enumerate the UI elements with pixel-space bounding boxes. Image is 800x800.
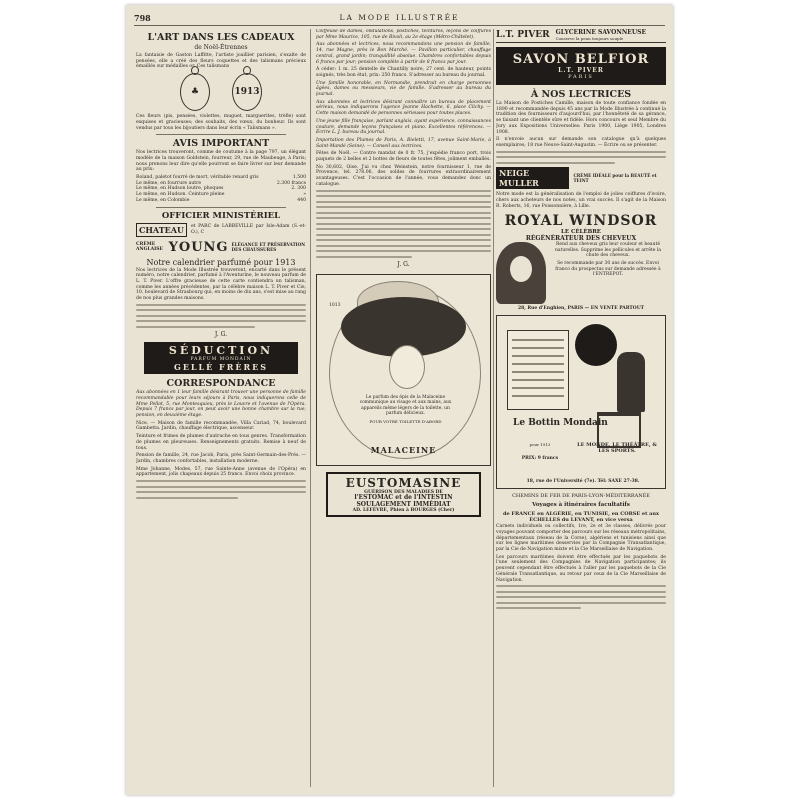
running-head: LA MODE ILLUSTRÉE xyxy=(339,13,460,22)
chateau-label: CHATEAU xyxy=(136,223,187,237)
piver-ad xyxy=(496,29,666,43)
neige-brand: NEIGE MULLER xyxy=(496,167,569,189)
nice-text: Nice. — Maison de famille recommandée, Villa Cariad, 74, boulevard Gambetta. Jardin, chauffage électrique, ascenseur. xyxy=(136,420,306,432)
bottin-topics: LE MONDE, LE THÉÂTRE, & LES SPORTS. xyxy=(577,442,657,455)
famille-notice: Une famille honorable, en Normandie, prendrait en charge personnes âgées, dames ou messieurs, vie de famille. S'adresser au bureau du journal. xyxy=(316,80,491,98)
malaceine-ad xyxy=(316,274,491,466)
art-subtitle: de Noël-Étrennes xyxy=(194,44,248,51)
malaceine-caption-text: Le parfum des épis de la Malaceine communique au visage et aux mains, aux appareils même légers de la toilette, un parfum délicieux. xyxy=(359,395,452,417)
column-right xyxy=(496,29,666,789)
seduction-tagline: PARFUM MONDAIN xyxy=(190,357,252,363)
chateau-ad xyxy=(136,223,306,237)
rail-text: Carnets individuels ou collectifs, 1re, 2e et 3e classes, délivrés pour voyages pouvant comporter des parcours sur les réseaux métropolitains, départementaux (réseau de la Corse), algériens et tunisiens ainsi que sur les lignes maritimes desservies par la Compagnie Transatlantique, par la Cie de Navigation mixte et la Cie Marseillaise de Navigation. xyxy=(496,524,666,553)
malaceine-brand: MALACEINE xyxy=(370,445,437,456)
royal-celebre: LE CÉLÈBRE xyxy=(560,229,601,236)
lectrices-text-lines xyxy=(496,151,666,164)
price-value: 1,500 xyxy=(292,175,306,181)
abonnees-notice: Aux abonnées et lectrices désirant connaître un bureau de placement sérieux, nous indiquerons l'agence Jeanne Hachette, 6, place Clichy. — Cette maison demandé de personnes sérieuses pour toutes places. xyxy=(316,99,491,117)
malaceine-caption xyxy=(353,395,458,424)
royal-brand: ROYAL WINDSOR xyxy=(504,213,658,230)
price-row xyxy=(136,198,306,204)
column-rule-1 xyxy=(310,29,311,787)
medal-1913: 1913 xyxy=(232,73,262,111)
ad-corner-mark: 1013 xyxy=(329,303,341,309)
officier-title: OFFICIER MINISTÉRIEL xyxy=(161,210,281,221)
young-brand: YOUNG xyxy=(168,239,229,255)
column-rule-2 xyxy=(493,29,494,787)
coiffeuse-text: Coiffeuse de dames, ondulations, postiches, teintures, leçons de coiffures par Mme Maurice, 105, rue de Rivoli, au 2e étage (Métro-Châtelet). xyxy=(316,29,491,40)
rail-title: CHEMINS DE FER DE PARIS-LYON-MÉDITERRANÉE xyxy=(512,493,650,500)
price-value: 2.300 francs xyxy=(276,180,306,186)
johanne-text: Mme Johanne, Modes, 57, rue Sainte-Anne (avenue de l'Opéra) en appartement, jolis chapeaux depuis 25 francs. Envoi choix province. xyxy=(136,466,306,478)
page-number: 798 xyxy=(134,13,151,23)
royal-body xyxy=(496,242,666,304)
column-middle xyxy=(316,29,491,789)
oise-notice: No 30,602, Oise. J'ai vu chez Weinstein, notre fournisseur 1, rue de Provence, tel. 278.06, des soldes de fourrures extraordinairement avantageuses. C'est l'occasion de l'année, vous demandez donc un catalogue. xyxy=(316,164,491,187)
gentleman-figure-illustration xyxy=(617,352,645,412)
face-illustration xyxy=(389,345,425,389)
teinture-text: Teinture et frimes de plumes d'autruche en tous genres. Transformation de plumes en pleureuses. Renseignements gratuits. Remise à neuf de tous. xyxy=(136,434,306,451)
art-after: Ces fleurs (pis, pensées, violettes, muguet, marguerites, trèfle) sont exquises et gracieuses; des souhaits, des vœux, du bonheur. Ils sont vendus par tous les bijoutiers dans leur écrin « Talismans ». xyxy=(136,114,306,131)
neige-tagline: CRÈME IDÉALE pour la BEAUTÉ et TEINT xyxy=(573,173,657,184)
neige-body: Notre mode est la généralisation de l'emploi de jolies coiffures d'ivoire, chers aux acheteurs de nos notes, un vrai succès. Il s'agit de la Maison R. Roberts, 16, rue Poissonnière, à Lille. xyxy=(496,192,666,209)
bottin-mondain-ad xyxy=(496,315,666,489)
royal-windsor-ad xyxy=(496,213,666,311)
eustomasine-line2: l'ESTOMAC et de l'INTESTIN xyxy=(354,494,453,502)
belfior-city: PARIS xyxy=(568,74,594,80)
neige-muller-ad xyxy=(496,167,666,189)
pension-notice: Aux abonnées et lectrices, nous recommandons une pension de famille, 14, rue Magne, près le Bon Marché. — Pavillon particulier, chauffage central, grand jardin; tranquillité absolue. Chambres confortables depuis 6 francs par jour; pension complète à partir de 8 francs par jour. xyxy=(316,42,491,65)
bottin-title: Le Bottin Mondain xyxy=(513,418,608,429)
chateau-text: et PARC de LABBEVILLE par Isle-Adam (S.-et-O.), C xyxy=(190,223,306,235)
rail-sub: Voyages à itinéraires facultatifs xyxy=(532,502,630,509)
price-label: Le même, en Hudson. Ceinture pleine xyxy=(136,192,225,198)
avis-price-list xyxy=(136,175,306,204)
young-left: CRÈME ANGLAISE xyxy=(136,242,163,253)
importation-notice: Importation des Plumes de Paris, A. Bieletti, 17, avenue Saint-Marie, à Saint-Mandé (Seine). — Conseil aux lectrices. xyxy=(316,137,491,149)
jeune-fille-notice: Une jeune fille française, parlant anglais, ayant expérience, connaissances couture, demande leçons françaises et piano. Excellentes références. — Écrire L. J. bureau du journal. xyxy=(316,118,491,136)
price-label: Roland, paletot fourré de mort, véritable renard gris xyxy=(136,175,259,181)
art-intro: La fantaisie de Gaston Laffitte, l'artiste joaillier parisien, s'exalte de pensées, elle a créé des fleurs coquettes et des talismans précieux émaillés sur médailles or. Ces talismans xyxy=(136,53,306,70)
ceder-notice: À céder: 1 m. 25 dentelle de Chantilly noire, 27 cent. de hauteur, points soignés, très bon état, prix: 250 francs. S'adresser au bureau du journal. xyxy=(316,67,491,78)
column-left xyxy=(136,29,306,789)
malaceine-sub: POUR VOTRE TOILETTE D'ABORD xyxy=(369,418,442,424)
price-value: 2. 300 xyxy=(291,186,306,192)
royal-product: RÉGÉNÉRATEUR DES CHEVEUX xyxy=(525,235,637,243)
woman-portrait-illustration xyxy=(496,242,546,304)
calendar-text-lines xyxy=(136,304,306,328)
seduction-brand: SÉDUCTION xyxy=(168,344,274,358)
price-label: Le même, en fourrure autre xyxy=(136,180,202,186)
medal-clover: ♣ xyxy=(180,73,210,111)
art-title: L'ART DANS LES CADEAUX xyxy=(147,32,295,43)
col2-text-lines xyxy=(316,190,491,258)
young-ad xyxy=(136,240,306,255)
divider xyxy=(156,134,286,135)
young-right: ÉLÉGANCE ET PRÉSERVATION DES CHAUSSURES xyxy=(231,242,306,253)
lectrices-title: À NOS LECTRICES xyxy=(530,89,632,100)
calendar-sign: J. G. xyxy=(214,331,228,339)
royal-text: Rend aux cheveux gris leur couleur et beauté naturelles. Supprime les pellicules et arrête la chute des cheveux. xyxy=(554,242,662,259)
royal-address: 28, Rue d'Enghien, PARIS — EN VENTE PARTOUT xyxy=(518,306,644,312)
price-label: Le même, en Hudson loutre, phoques xyxy=(136,186,224,192)
fetes-notice: Fêtes de Noël. — Contre mandat de 0 fr. 75, j'expédie franco port, trois paquets de 2 belles et 2 bottes de fleurs de toutes fêtes, joliment emballés. xyxy=(316,151,491,163)
piver-note: Conserve la peau toujours souple xyxy=(555,36,624,41)
lectrices-text-2: Il n'envoie aucun sur demande son catalogue qu'à quelques exemplaires; 18 rue Neuve-Saint-Augustin. — Écrire ou se présenter. xyxy=(496,137,666,148)
rail-text-2: Les parcours maritimes doivent être effectués par les paquebots de l'une seulement des Compagnies de Navigation participantes; ils peuvent cependant être effectués à l'aller par les paquebots de la Cie Générale Transatlantique, au retour par ceux de la Cie Marseillaise de Navigation. xyxy=(496,554,666,583)
seduction-maker: GELLÉ FRÈRES xyxy=(173,362,268,373)
open-book-illustration xyxy=(507,330,569,410)
eustomasine-line1: GUÉRISON DES MALADIES DE xyxy=(364,490,443,496)
bottin-sub: pour 1913 xyxy=(529,442,551,448)
top-hat-illustration xyxy=(575,324,617,366)
piver-product-block xyxy=(556,29,646,41)
eustomasine-brand: EUSTOMASINE xyxy=(345,476,462,491)
rail-text-lines xyxy=(496,585,666,609)
belfior-brand: SAVON BELFIOR xyxy=(512,52,650,67)
calendar-text: Nos lectrices de la Mode Illustrée trouveront, encarté dans le présent numéro, notre calendrier, parfumé à l'Aventurine, le nouveau parfum de L. T. Piver. L'offre gracieuse de cette carte contiendra un talisman, comme les années précédentes, par la célèbre maison L. T. Piver et Cie, 10, boulevard de Strasbourg qui, en moins de dix ans, s'est mise au rang de nos plus grandes maisons. xyxy=(136,267,306,302)
bottin-address: 18, rue de l'Université (7e). Tél: SAXE 27-38. xyxy=(526,479,640,485)
divider xyxy=(156,207,286,208)
rail-destinations: de FRANCE en ALGÉRIE, en TUNISIE, en CORSE et aux ÉCHELLES du LEVANT, en vice versa xyxy=(502,511,659,524)
price-value: 440 xyxy=(297,197,306,203)
lectrices-text: La Maison de Postiches Camille, maison de toute confiance fondée en 1890 et recommandée depuis 45 ans par la Mode Illustrée à continué la tradition des fournisseurs d'aujourd'hui, par l'honnêteté de sa gérance, se faisant une clientèle sûre et fidèle. Hors concours et seul Membre du Jury aux Expositions Universelles: Paris 1900, Liège 1905, Londres 1908. xyxy=(496,101,666,135)
piver-brand: L.T. PIVER xyxy=(496,30,550,40)
oise-sign: J. G. xyxy=(397,261,410,269)
medal-illustration xyxy=(136,73,306,111)
calendar-title: Notre calendrier parfumé pour 1913 xyxy=(146,257,296,267)
seduction-ad xyxy=(144,342,298,374)
newspaper-page xyxy=(126,5,673,795)
avis-title: AVIS IMPORTANT xyxy=(172,138,270,150)
eustomasine-address: AD. LEFÈVRE, Phien à BOURGES (Cher) xyxy=(352,507,455,513)
col1-text-lines xyxy=(136,480,306,499)
royal-text-2: Se recommande par 30 ans de succès. Envoi franco du prospectus sur demande adressée à l'ENTREPOT. xyxy=(555,261,661,278)
belfior-maker: L.T. PIVER xyxy=(558,67,604,74)
eustomasine-ad xyxy=(326,472,481,517)
header-rule xyxy=(134,25,665,26)
price-value: » xyxy=(303,192,306,198)
bottin-price: PRIX: 9 francs xyxy=(521,456,559,462)
piver-product: GLYCÉRINE SAVONNEUSE xyxy=(555,29,647,36)
avis-text: Nos lectrices trouveront, comme de coutume à la page 797, un élégant modèle de la maison Goldstein, fourreur, 29, rue de Maubeuge, à Paris; nous prenons leur dire qu'elle pourront se faire livrer sur leur demande au prix: xyxy=(136,150,306,173)
price-label: Le même, en Colombie xyxy=(136,197,190,203)
correspondance-text: Aux abonnées en 1 leur famille désirant trouver une personne de famille recommandable pour leurs séjours à Paris, nous indiquerons celle de Mme Pellot, 5, rue Montesquieu, près le Louvre et l'avenue de l'Opéra. Depuis 7 francs par jour, on peut avoir une bonne chambre sur la rue, pension, en deuxième étage. xyxy=(136,390,306,419)
pension-text: Pension de famille, 24, rue Jacob, Paris, près Saint-Germain-des-Prés. — Jardin, chambres confortables, installation moderne. xyxy=(136,453,306,464)
correspondance-title: CORRESPONDANCE xyxy=(166,378,276,390)
eustomasine-line3: SOULAGEMENT IMMÉDIAT xyxy=(356,500,451,508)
belfior-ad xyxy=(496,47,666,85)
